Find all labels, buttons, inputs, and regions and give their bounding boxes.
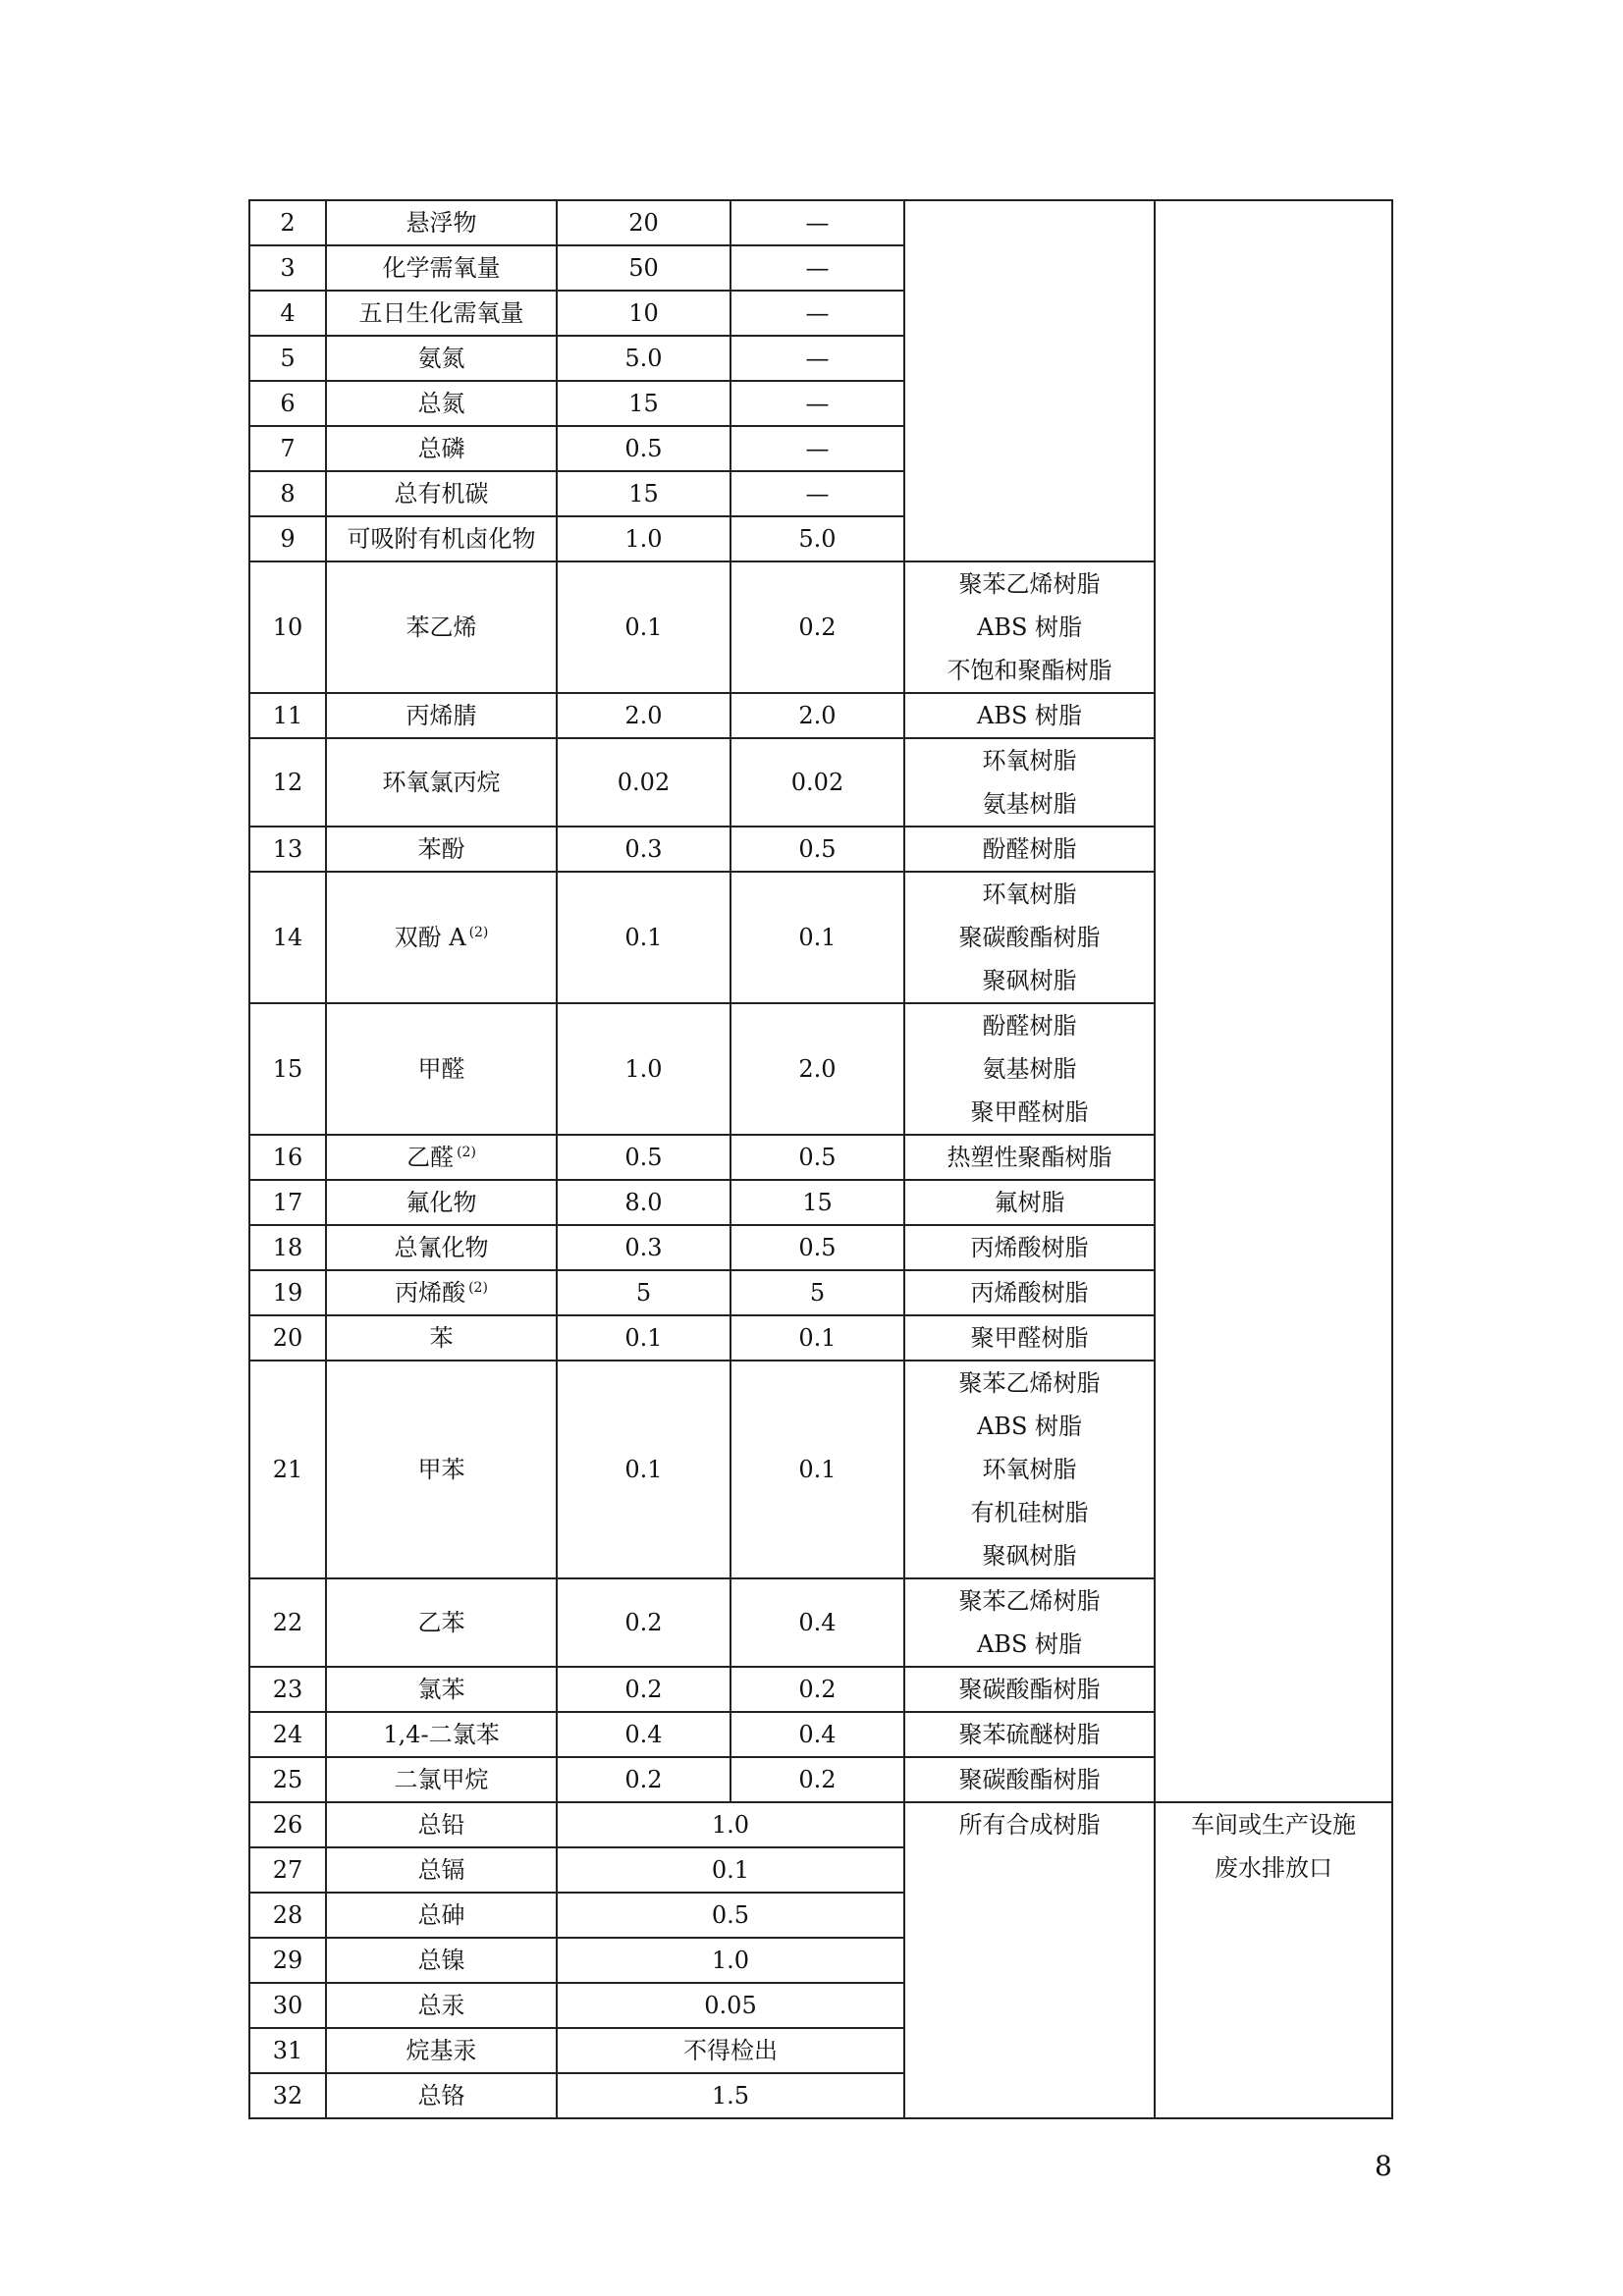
resin-type bbox=[904, 1225, 1155, 1270]
limit-value-indirect: 0.5 bbox=[730, 1135, 904, 1180]
pollutant-name bbox=[326, 245, 557, 291]
row-number: 6 bbox=[249, 381, 326, 426]
resin-type bbox=[904, 872, 1155, 1003]
limit-value-direct: 0.1 bbox=[557, 561, 730, 693]
pollutant-name bbox=[326, 872, 557, 1003]
resin-type-line: 聚砜树脂 bbox=[982, 1542, 1077, 1570]
pollutant-name-text: 苯乙烯 bbox=[406, 614, 477, 641]
pollutant-name-text: 丙烯腈 bbox=[406, 702, 477, 729]
pollutant-name bbox=[326, 1578, 557, 1667]
limit-value: 0.5 bbox=[557, 1893, 904, 1938]
limit-value: 1.0 bbox=[557, 1802, 904, 1847]
row-number: 9 bbox=[249, 516, 326, 561]
resin-type-line: 聚碳酸酯树脂 bbox=[958, 1676, 1101, 1703]
pollutant-name-text: 二氯甲烷 bbox=[394, 1766, 489, 1793]
page-number: 8 bbox=[1375, 2150, 1392, 2182]
monitoring-location bbox=[1155, 1802, 1392, 2118]
pollutant-name bbox=[326, 291, 557, 336]
resin-type-line: 聚碳酸酯树脂 bbox=[958, 1766, 1101, 1793]
limit-value-indirect: — bbox=[730, 471, 904, 516]
resin-type bbox=[904, 693, 1155, 738]
limit-value-direct: 0.5 bbox=[557, 1135, 730, 1180]
row-number: 12 bbox=[249, 738, 326, 827]
limit-value-indirect: — bbox=[730, 245, 904, 291]
resin-type-line: 聚甲醛树脂 bbox=[970, 1324, 1089, 1352]
pollutant-name bbox=[326, 1270, 557, 1315]
limit-value-indirect: 0.5 bbox=[730, 1225, 904, 1270]
resin-type-line: ABS 树脂 bbox=[976, 614, 1083, 641]
resin-type-line: 热塑性聚酯树脂 bbox=[947, 1144, 1112, 1171]
pollutant-name-text: 总镍 bbox=[417, 1947, 465, 1974]
resin-type-line: 聚苯硫醚树脂 bbox=[958, 1721, 1101, 1748]
pollutant-name-text: 总镉 bbox=[417, 1856, 465, 1884]
pollutant-name-text: 双酚 A bbox=[394, 924, 466, 951]
monitoring-location-line: 废水排放口 bbox=[1215, 1854, 1332, 1882]
limit-value-indirect: — bbox=[730, 291, 904, 336]
pollutant-name bbox=[326, 336, 557, 381]
resin-type-line: 聚砜树脂 bbox=[982, 967, 1077, 994]
row-number: 11 bbox=[249, 693, 326, 738]
pollutant-name bbox=[326, 1180, 557, 1225]
resin-type-line: ABS 树脂 bbox=[976, 1413, 1083, 1440]
limit-value-indirect: 0.5 bbox=[730, 827, 904, 872]
limit-value-direct: 0.02 bbox=[557, 738, 730, 827]
pollutant-name-text: 甲醛 bbox=[417, 1055, 465, 1083]
table-row bbox=[249, 200, 1392, 245]
resin-type-line: 聚甲醛树脂 bbox=[970, 1098, 1089, 1126]
limit-value-indirect: 0.2 bbox=[730, 1667, 904, 1712]
pollutant-name-text: 乙醛 bbox=[406, 1144, 455, 1171]
resin-type-line: 酚醛树脂 bbox=[982, 1012, 1077, 1040]
limit-value-direct: 0.1 bbox=[557, 1361, 730, 1578]
row-number: 17 bbox=[249, 1180, 326, 1225]
row-number: 18 bbox=[249, 1225, 326, 1270]
pollutant-name-text: 氟化物 bbox=[406, 1189, 477, 1216]
table-row bbox=[249, 1802, 1392, 1847]
resin-type bbox=[904, 827, 1155, 872]
limit-value-indirect: 0.4 bbox=[730, 1712, 904, 1757]
limit-value-indirect: 0.2 bbox=[730, 561, 904, 693]
monitoring-location-blank bbox=[1155, 200, 1392, 1802]
limit-value-direct: 15 bbox=[557, 471, 730, 516]
resin-type-line: 氨基树脂 bbox=[982, 790, 1077, 818]
resin-type-line: 聚苯乙烯树脂 bbox=[958, 1369, 1101, 1397]
resin-type-line: 酚醛树脂 bbox=[982, 835, 1077, 863]
pollutant-name-text: 苯 bbox=[429, 1324, 454, 1352]
resin-type-line: 环氧树脂 bbox=[982, 747, 1077, 774]
row-number: 28 bbox=[249, 1893, 326, 1938]
pollutant-name-text: 丙烯酸 bbox=[395, 1279, 466, 1307]
resin-type-line: 环氧树脂 bbox=[982, 1456, 1077, 1483]
pollutant-name-text: 乙苯 bbox=[417, 1609, 465, 1636]
pollutant-name-text: 环氧氯丙烷 bbox=[382, 769, 501, 796]
row-number: 16 bbox=[249, 1135, 326, 1180]
limit-value-indirect: 0.1 bbox=[730, 872, 904, 1003]
pollutant-name bbox=[326, 1757, 557, 1802]
resin-type bbox=[904, 738, 1155, 827]
pollutant-name bbox=[326, 1003, 557, 1135]
monitoring-location-line: 车间或生产设施 bbox=[1191, 1811, 1356, 1839]
resin-type-line: ABS 树脂 bbox=[976, 1630, 1083, 1658]
pollutant-name-text: 悬浮物 bbox=[406, 209, 477, 237]
limit-value-indirect: — bbox=[730, 426, 904, 471]
pollutant-name bbox=[326, 1361, 557, 1578]
pollutant-name bbox=[326, 827, 557, 872]
pollutant-name bbox=[326, 1315, 557, 1361]
row-number: 10 bbox=[249, 561, 326, 693]
pollutant-name-text: 氨氮 bbox=[417, 345, 465, 372]
limit-value-direct: 5 bbox=[557, 1270, 730, 1315]
limit-value-indirect: 0.4 bbox=[730, 1578, 904, 1667]
pollutant-name bbox=[326, 381, 557, 426]
footnote-marker: (2) bbox=[457, 1145, 476, 1160]
pollutant-name-text: 总汞 bbox=[417, 1992, 465, 2019]
limit-value-direct: 10 bbox=[557, 291, 730, 336]
row-number: 8 bbox=[249, 471, 326, 516]
limit-value-direct: 15 bbox=[557, 381, 730, 426]
row-number: 2 bbox=[249, 200, 326, 245]
pollutant-name bbox=[326, 1938, 557, 1983]
pollutant-name bbox=[326, 2073, 557, 2118]
row-number: 4 bbox=[249, 291, 326, 336]
pollutant-name-text: 总氮 bbox=[417, 390, 465, 417]
resin-type-line: 聚苯乙烯树脂 bbox=[958, 1587, 1101, 1615]
limit-value-indirect: 5.0 bbox=[730, 516, 904, 561]
pollutant-name bbox=[326, 561, 557, 693]
pollutant-name bbox=[326, 1667, 557, 1712]
limit-value-direct: 8.0 bbox=[557, 1180, 730, 1225]
row-number: 19 bbox=[249, 1270, 326, 1315]
resin-type bbox=[904, 1667, 1155, 1712]
resin-type-line: 不饱和聚酯树脂 bbox=[947, 657, 1112, 684]
pollutant-name-text: 苯酚 bbox=[417, 835, 465, 863]
limit-value-direct: 0.2 bbox=[557, 1578, 730, 1667]
pollutant-name-text: 化学需氧量 bbox=[382, 254, 501, 282]
row-number: 31 bbox=[249, 2028, 326, 2073]
limit-value-direct: 5.0 bbox=[557, 336, 730, 381]
limit-value-direct: 0.2 bbox=[557, 1757, 730, 1802]
pollutant-name bbox=[326, 426, 557, 471]
pollutant-name bbox=[326, 1225, 557, 1270]
pollutant-name bbox=[326, 1983, 557, 2028]
resin-type-line: 氨基树脂 bbox=[982, 1055, 1077, 1083]
resin-type-line: 环氧树脂 bbox=[982, 881, 1077, 908]
row-number: 21 bbox=[249, 1361, 326, 1578]
limit-value: 1.5 bbox=[557, 2073, 904, 2118]
resin-type bbox=[904, 1757, 1155, 1802]
pollutant-name bbox=[326, 738, 557, 827]
pollutant-name-text: 1,4-二氯苯 bbox=[383, 1721, 500, 1748]
resin-type bbox=[904, 1135, 1155, 1180]
row-number: 25 bbox=[249, 1757, 326, 1802]
pollutant-name bbox=[326, 516, 557, 561]
limit-value-direct: 0.1 bbox=[557, 1315, 730, 1361]
limit-value-direct: 0.2 bbox=[557, 1667, 730, 1712]
pollutant-name-text: 总铅 bbox=[417, 1811, 465, 1839]
row-number: 14 bbox=[249, 872, 326, 1003]
pollutant-name bbox=[326, 471, 557, 516]
pollutant-name bbox=[326, 1802, 557, 1847]
limit-value: 1.0 bbox=[557, 1938, 904, 1983]
limit-value-indirect: 2.0 bbox=[730, 693, 904, 738]
pollutant-name-text: 总磷 bbox=[417, 435, 465, 462]
pollutant-name-text: 烷基汞 bbox=[406, 2037, 477, 2064]
pollutant-name bbox=[326, 1847, 557, 1893]
resin-type-line: 丙烯酸树脂 bbox=[970, 1279, 1089, 1307]
resin-type bbox=[904, 1315, 1155, 1361]
limit-value-direct: 0.4 bbox=[557, 1712, 730, 1757]
resin-type bbox=[904, 1361, 1155, 1578]
row-number: 24 bbox=[249, 1712, 326, 1757]
limit-value-indirect: 5 bbox=[730, 1270, 904, 1315]
row-number: 29 bbox=[249, 1938, 326, 1983]
limit-value-direct: 0.1 bbox=[557, 872, 730, 1003]
pollutant-name-text: 总氰化物 bbox=[394, 1234, 489, 1261]
limit-value-indirect: 2.0 bbox=[730, 1003, 904, 1135]
row-number: 23 bbox=[249, 1667, 326, 1712]
pollutant-name bbox=[326, 1135, 557, 1180]
pollutant-name bbox=[326, 2028, 557, 2073]
limit-value-direct: 0.3 bbox=[557, 827, 730, 872]
resin-type bbox=[904, 1180, 1155, 1225]
pollutant-name-text: 氯苯 bbox=[417, 1676, 465, 1703]
pollutant-name-text: 总有机碳 bbox=[394, 480, 489, 507]
resin-type-line: 氟树脂 bbox=[994, 1189, 1065, 1216]
limit-value-indirect: — bbox=[730, 200, 904, 245]
pollutant-name-text: 总砷 bbox=[417, 1901, 465, 1929]
limit-value-direct: 1.0 bbox=[557, 1003, 730, 1135]
limit-value: 0.05 bbox=[557, 1983, 904, 2028]
row-number: 32 bbox=[249, 2073, 326, 2118]
limit-value: 0.1 bbox=[557, 1847, 904, 1893]
resin-type-blank bbox=[904, 200, 1155, 561]
limit-value-direct: 20 bbox=[557, 200, 730, 245]
pollutant-name-text: 五日生化需氧量 bbox=[358, 299, 524, 327]
pollutant-name-text: 可吸附有机卤化物 bbox=[347, 525, 536, 553]
row-number: 5 bbox=[249, 336, 326, 381]
pollutant-name-text: 甲苯 bbox=[417, 1456, 465, 1483]
resin-type bbox=[904, 1003, 1155, 1135]
limit-value-indirect: 0.1 bbox=[730, 1361, 904, 1578]
pollutant-name-text: 总铬 bbox=[417, 2082, 465, 2109]
pollutant-limits-table bbox=[248, 199, 1393, 2119]
limit-value-indirect: 0.2 bbox=[730, 1757, 904, 1802]
row-number: 27 bbox=[249, 1847, 326, 1893]
resin-type-all: 所有合成树脂 bbox=[904, 1802, 1155, 2118]
resin-type bbox=[904, 1578, 1155, 1667]
limit-value-direct: 0.3 bbox=[557, 1225, 730, 1270]
resin-type-line: 聚苯乙烯树脂 bbox=[958, 570, 1101, 598]
row-number: 7 bbox=[249, 426, 326, 471]
resin-type-line: 聚碳酸酯树脂 bbox=[958, 924, 1101, 951]
row-number: 30 bbox=[249, 1983, 326, 2028]
limit-value: 不得检出 bbox=[557, 2028, 904, 2073]
limit-value-indirect: 0.1 bbox=[730, 1315, 904, 1361]
limit-value-indirect: — bbox=[730, 336, 904, 381]
limit-value-direct: 2.0 bbox=[557, 693, 730, 738]
row-number: 26 bbox=[249, 1802, 326, 1847]
limit-value-indirect: 0.02 bbox=[730, 738, 904, 827]
limit-value-indirect: — bbox=[730, 381, 904, 426]
row-number: 20 bbox=[249, 1315, 326, 1361]
limit-value-indirect: 15 bbox=[730, 1180, 904, 1225]
resin-type-line: ABS 树脂 bbox=[976, 702, 1083, 729]
pollutant-name bbox=[326, 693, 557, 738]
footnote-marker: (2) bbox=[468, 925, 489, 940]
resin-type-line: 丙烯酸树脂 bbox=[970, 1234, 1089, 1261]
resin-type-line: 有机硅树脂 bbox=[970, 1499, 1089, 1526]
resin-type bbox=[904, 561, 1155, 693]
resin-type bbox=[904, 1712, 1155, 1757]
pollutant-name bbox=[326, 1712, 557, 1757]
row-number: 13 bbox=[249, 827, 326, 872]
limit-value-direct: 1.0 bbox=[557, 516, 730, 561]
resin-type bbox=[904, 1270, 1155, 1315]
row-number: 15 bbox=[249, 1003, 326, 1135]
limit-value-direct: 50 bbox=[557, 245, 730, 291]
row-number: 3 bbox=[249, 245, 326, 291]
pollutant-name bbox=[326, 200, 557, 245]
limit-value-direct: 0.5 bbox=[557, 426, 730, 471]
row-number: 22 bbox=[249, 1578, 326, 1667]
pollutant-name bbox=[326, 1893, 557, 1938]
footnote-marker: (2) bbox=[468, 1280, 488, 1296]
